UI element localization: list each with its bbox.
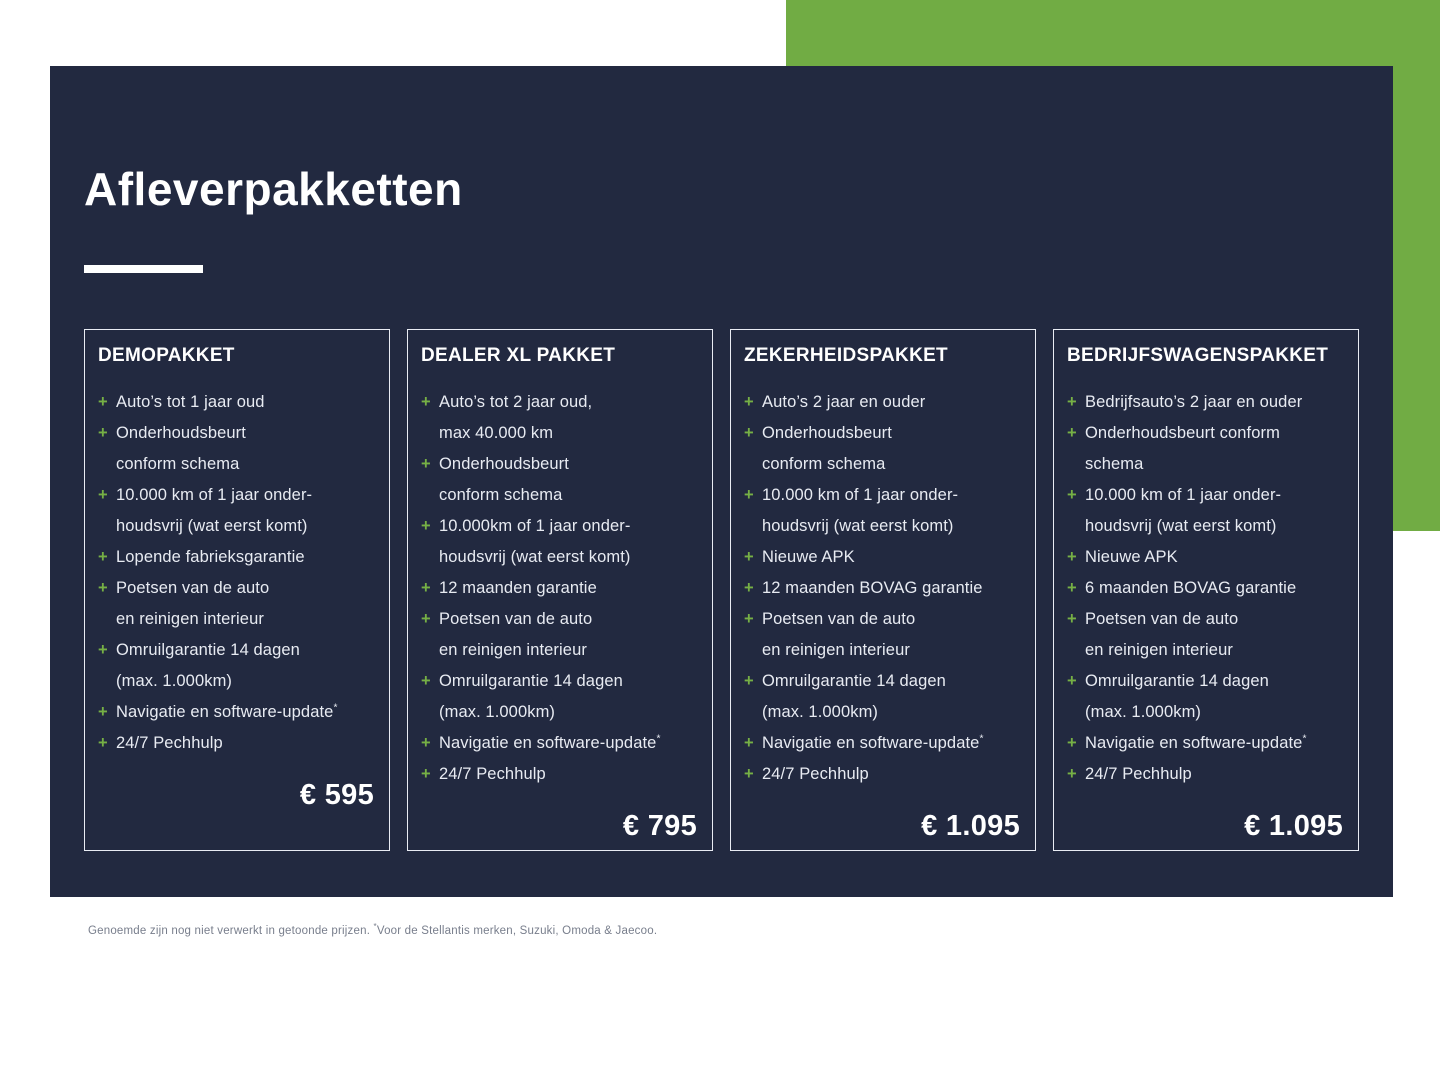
feature-item — [1067, 542, 1345, 573]
feature-item-continuation — [98, 449, 376, 480]
plus-bullet-icon: + — [1067, 734, 1077, 752]
feature-text: Onderhoudsbeurt — [439, 455, 569, 473]
plus-bullet-icon: + — [1067, 672, 1077, 690]
plus-bullet-icon: + — [421, 455, 431, 473]
feature-item-continuation — [98, 666, 376, 697]
plus-bullet-icon: + — [1067, 579, 1077, 597]
feature-text: en reinigen interieur — [439, 641, 587, 659]
feature-item — [421, 573, 699, 604]
package-title: DEALER XL PAKKET — [421, 345, 616, 366]
feature-text: Lopende fabrieksgarantie — [116, 548, 305, 566]
plus-bullet-icon: + — [744, 610, 754, 628]
page-title: Afleverpakketten — [84, 163, 463, 215]
feature-text: Bedrijfsauto’s 2 jaar en ouder — [1085, 393, 1303, 411]
package-card — [730, 329, 1036, 851]
plus-bullet-icon: + — [744, 734, 754, 752]
feature-text: Auto’s tot 1 jaar oud — [116, 393, 265, 411]
feature-text: conform schema — [439, 486, 563, 504]
plus-bullet-icon: + — [744, 424, 754, 442]
feature-item — [98, 542, 376, 573]
plus-bullet-icon: + — [744, 486, 754, 504]
plus-bullet-icon: + — [1067, 486, 1077, 504]
feature-text: 24/7 Pechhulp — [439, 765, 546, 783]
package-price: € 1.095 — [1244, 810, 1343, 842]
package-title: ZEKERHEIDSPAKKET — [744, 345, 948, 366]
package-feature-list — [744, 387, 1022, 790]
feature-item — [744, 573, 1022, 604]
feature-item-continuation — [98, 511, 376, 542]
feature-item — [1067, 480, 1345, 511]
package-title: BEDRIJFSWAGENSPAKKET — [1067, 345, 1329, 366]
plus-bullet-icon: + — [744, 393, 754, 411]
feature-item — [1067, 387, 1345, 418]
feature-text: 10.000km of 1 jaar onder- — [439, 517, 631, 535]
feature-item — [1067, 418, 1345, 449]
feature-item — [744, 728, 1022, 759]
feature-item — [1067, 759, 1345, 790]
feature-item — [98, 387, 376, 418]
feature-text: en reinigen interieur — [116, 610, 264, 628]
feature-text: 12 maanden garantie — [439, 579, 597, 597]
feature-text: Navigatie en software-update* — [116, 702, 338, 721]
feature-text: Nieuwe APK — [1085, 548, 1178, 566]
plus-bullet-icon: + — [421, 734, 431, 752]
plus-bullet-icon: + — [98, 424, 108, 442]
feature-item — [421, 666, 699, 697]
feature-text: Poetsen van de auto — [762, 610, 916, 628]
feature-text: Poetsen van de auto — [439, 610, 593, 628]
footnote: Genoemde zijn nog niet verwerkt in getoonde prijzen. *Voor de Stellantis merken, Suzuki, Omoda & Jaecoo. — [88, 922, 658, 937]
feature-text: Poetsen van de auto — [1085, 610, 1239, 628]
feature-text: Omruilgarantie 14 dagen — [439, 672, 623, 690]
plus-bullet-icon: + — [744, 579, 754, 597]
feature-text: Navigatie en software-update* — [439, 733, 661, 752]
feature-text: Omruilgarantie 14 dagen — [1085, 672, 1269, 690]
feature-text: houdsvrij (wat eerst komt) — [439, 548, 631, 566]
feature-item — [744, 418, 1022, 449]
package-card — [407, 329, 713, 851]
plus-bullet-icon: + — [1067, 765, 1077, 783]
package-title: DEMOPAKKET — [98, 345, 235, 366]
feature-text: Auto’s tot 2 jaar oud, — [439, 393, 593, 411]
plus-bullet-icon: + — [1067, 610, 1077, 628]
feature-item — [421, 511, 699, 542]
plus-bullet-icon: + — [421, 393, 431, 411]
feature-text: en reinigen interieur — [1085, 641, 1233, 659]
feature-item — [744, 387, 1022, 418]
plus-bullet-icon: + — [98, 579, 108, 597]
plus-bullet-icon: + — [1067, 393, 1077, 411]
feature-text: houdsvrij (wat eerst komt) — [116, 517, 308, 535]
feature-item — [744, 542, 1022, 573]
package-price: € 1.095 — [921, 810, 1020, 842]
feature-item — [1067, 666, 1345, 697]
plus-bullet-icon: + — [1067, 548, 1077, 566]
feature-text: 10.000 km of 1 jaar onder- — [116, 486, 313, 504]
feature-text: conform schema — [116, 455, 240, 473]
plus-bullet-icon: + — [98, 703, 108, 721]
plus-bullet-icon: + — [421, 517, 431, 535]
feature-text: Onderhoudsbeurt — [762, 424, 892, 442]
plus-bullet-icon: + — [421, 672, 431, 690]
content-panel — [50, 66, 1393, 897]
feature-item — [421, 759, 699, 790]
feature-item-continuation — [421, 418, 699, 449]
plus-bullet-icon: + — [421, 610, 431, 628]
feature-item — [98, 697, 376, 728]
feature-item — [744, 604, 1022, 635]
feature-text: Poetsen van de auto — [116, 579, 270, 597]
plus-bullet-icon: + — [421, 765, 431, 783]
feature-item-continuation — [1067, 511, 1345, 542]
feature-item-continuation — [98, 604, 376, 635]
feature-item-continuation — [1067, 449, 1345, 480]
feature-text: Navigatie en software-update* — [1085, 733, 1307, 752]
feature-text: 24/7 Pechhulp — [762, 765, 869, 783]
package-feature-list — [421, 387, 699, 790]
feature-text: 10.000 km of 1 jaar onder- — [1085, 486, 1282, 504]
feature-text: (max. 1.000km) — [116, 672, 233, 690]
feature-item-continuation — [421, 635, 699, 666]
feature-text: houdsvrij (wat eerst komt) — [1085, 517, 1277, 535]
package-feature-list — [98, 387, 376, 759]
package-card — [1053, 329, 1359, 851]
package-price: € 595 — [299, 779, 374, 811]
plus-bullet-icon: + — [744, 548, 754, 566]
feature-text: Omruilgarantie 14 dagen — [762, 672, 946, 690]
feature-item — [1067, 573, 1345, 604]
feature-text: Auto’s 2 jaar en ouder — [762, 393, 926, 411]
feature-item — [744, 666, 1022, 697]
feature-text: Nieuwe APK — [762, 548, 855, 566]
feature-text: conform schema — [762, 455, 886, 473]
feature-text: schema — [1085, 455, 1144, 473]
plus-bullet-icon: + — [98, 734, 108, 752]
feature-text: max 40.000 km — [439, 424, 554, 442]
plus-bullet-icon: + — [98, 393, 108, 411]
plus-bullet-icon: + — [98, 641, 108, 659]
feature-item-continuation — [744, 697, 1022, 728]
feature-text: en reinigen interieur — [762, 641, 910, 659]
feature-item-continuation — [421, 697, 699, 728]
plus-bullet-icon: + — [1067, 424, 1077, 442]
feature-item — [744, 759, 1022, 790]
feature-item — [98, 635, 376, 666]
feature-item — [98, 573, 376, 604]
feature-item — [421, 449, 699, 480]
feature-item — [98, 728, 376, 759]
feature-item-continuation — [421, 542, 699, 573]
feature-text: (max. 1.000km) — [439, 703, 556, 721]
feature-text: Navigatie en software-update* — [762, 733, 984, 752]
feature-item — [1067, 604, 1345, 635]
feature-text: Omruilgarantie 14 dagen — [116, 641, 300, 659]
feature-text: 24/7 Pechhulp — [1085, 765, 1192, 783]
feature-item — [98, 480, 376, 511]
package-price: € 795 — [622, 810, 697, 842]
feature-item-continuation — [1067, 697, 1345, 728]
feature-item — [744, 480, 1022, 511]
plus-bullet-icon: + — [744, 765, 754, 783]
feature-text: 24/7 Pechhulp — [116, 734, 223, 752]
plus-bullet-icon: + — [744, 672, 754, 690]
package-card — [84, 329, 390, 851]
feature-text: Onderhoudsbeurt — [116, 424, 246, 442]
package-feature-list — [1067, 387, 1345, 790]
plus-bullet-icon: + — [421, 579, 431, 597]
plus-bullet-icon: + — [98, 548, 108, 566]
feature-item — [421, 604, 699, 635]
feature-text: 12 maanden BOVAG garantie — [762, 579, 983, 597]
feature-text: 10.000 km of 1 jaar onder- — [762, 486, 959, 504]
feature-item-continuation — [744, 635, 1022, 666]
feature-item-continuation — [744, 511, 1022, 542]
feature-item-continuation — [1067, 635, 1345, 666]
title-underline — [84, 265, 203, 273]
feature-text: (max. 1.000km) — [762, 703, 879, 721]
feature-item-continuation — [421, 480, 699, 511]
feature-text: 6 maanden BOVAG garantie — [1085, 579, 1297, 597]
feature-text: (max. 1.000km) — [1085, 703, 1202, 721]
packages-row — [84, 329, 1359, 851]
feature-text: houdsvrij (wat eerst komt) — [762, 517, 954, 535]
feature-item — [1067, 728, 1345, 759]
plus-bullet-icon: + — [98, 486, 108, 504]
feature-item — [98, 418, 376, 449]
feature-item — [421, 728, 699, 759]
feature-item — [421, 387, 699, 418]
feature-text: Onderhoudsbeurt conform — [1085, 424, 1280, 442]
feature-item-continuation — [744, 449, 1022, 480]
